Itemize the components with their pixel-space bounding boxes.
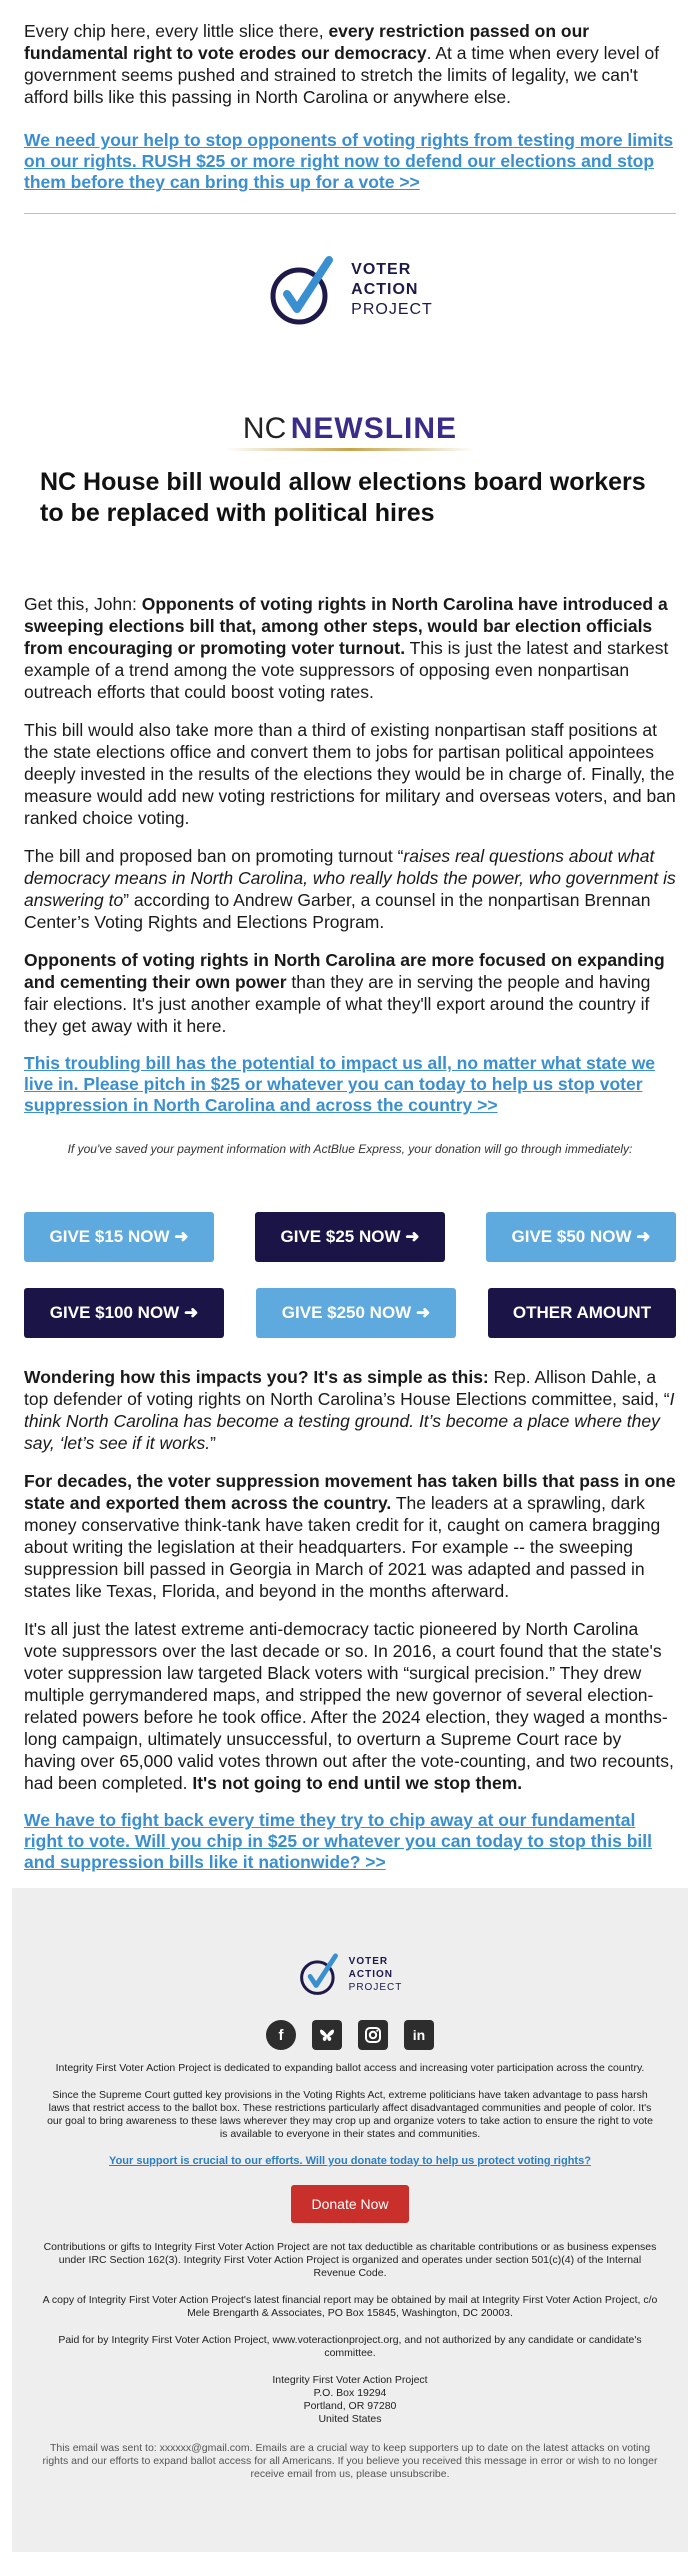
body2-p1-bold: Wondering how this impacts you? It's as simple as this: — [24, 1367, 489, 1387]
intro-text-a: Every chip here, every little slice there, — [24, 21, 329, 41]
footer-address — [12, 2374, 688, 2426]
body-p3-quote: raises real questions about what democracy means in North Carolina, who really holds the power, who government is answering to — [24, 846, 676, 910]
divider — [24, 213, 676, 214]
body2-paragraph-3 — [24, 1618, 676, 1794]
body-p3-c: ” according to Andrew Garber, a counsel in the nonpartisan Brennan Center’s Voting Rights and Elections Program. — [24, 890, 651, 932]
give-25-button[interactable]: GIVE $25 NOW ➜ — [255, 1212, 445, 1262]
newsline-underline — [225, 448, 475, 451]
newsline-prefix: NC — [242, 412, 287, 445]
intro-donate-link[interactable]: We need your help to stop opponents of voting rights from testing more limits on our rights. RUSH $25 or more right now to defend our elections and stop them before they can bring this up for a vote >> — [24, 130, 674, 192]
give-100-button[interactable]: GIVE $100 NOW ➜ — [24, 1288, 224, 1338]
give-250-button[interactable]: GIVE $250 NOW ➜ — [256, 1288, 456, 1338]
body2-p2-b: The leaders at a sprawling, dark money conservative think-tank have taken credit for it, caught on camera bragging about writing the legislation at their headquarters. For example -- the sweeping suppression bill passed in Georgia in March of 2021 was adapted and passed in states like Texas, Florida, and beyond in the months afterward. — [24, 1493, 661, 1601]
body-p1-a: Get this, John: — [24, 594, 142, 614]
actblue-note: If you've saved your payment information with ActBlue Express, your donation will go through immediately: — [67, 1142, 633, 1156]
body2-p3-a: It's all just the latest extreme anti-democracy tactic pioneered by North Carolina vote suppressors over the last decade or so. In 2016, a court found that the state's voter suppression law targeted Black voters with “surgical precision.” They drew multiple gerrymandered maps, and stripped the new governor of several election-related powers before he took office. After the 2024 election, they waged a months-long campaign, ultimately unsuccessful, to overturn a Supreme Court race by having over 65,000 valid votes thrown out after the vote-counting, and two recounts, had been completed. — [24, 1619, 674, 1793]
body-paragraph-3 — [24, 845, 676, 933]
footer-logo — [12, 1952, 688, 1996]
donation-buttons-row-1 — [0, 1212, 700, 1262]
body2-p3-bold: It's not going to end until we stop them. — [192, 1773, 523, 1793]
body2-p1-quote: I think North Carolina has become a testing ground. It’s become a place where they say, ‘let’s see if it works. — [24, 1389, 675, 1453]
nc-newsline-logo — [0, 412, 700, 451]
body2-donate-link[interactable]: We have to fight back every time they try to chip away at our fundamental right to vote. Will you chip in $25 or whatever you can today to stop this bill and suppression bills like it nationwide? >> — [24, 1810, 652, 1872]
instagram-icon[interactable] — [358, 2020, 388, 2050]
body2-p1-b: Rep. Allison Dahle, a top defender of voting rights on North Carolina’s House Elections committee, said, “ — [24, 1367, 670, 1409]
intro-paragraph — [24, 20, 676, 108]
footer — [12, 1888, 688, 2552]
body-paragraph-4 — [24, 949, 676, 1037]
footer-paid-for: Paid for by Integrity First Voter Action Project, www.voteractionproject.org, and not authorized by any candidate or candidate's committee. — [58, 2334, 642, 2359]
body-p4-bold: Opponents of voting rights in North Carolina are more focused on expanding and cementing their own power — [24, 950, 665, 992]
body2-paragraph-2 — [24, 1470, 676, 1602]
logo-line-3: PROJECT — [351, 301, 433, 318]
newsline-name: NEWSLINE — [290, 412, 458, 445]
donate-now-button[interactable]: Donate Now — [291, 2185, 409, 2223]
address-line-1: Integrity First Voter Action Project — [272, 2374, 428, 2386]
footer-financial-report: A copy of Integrity First Voter Action Project's latest financial report may be obtained by mail at Integrity First Voter Action Project, c/o Mele Brengarth & Associates, PO Box 15845, Washington, DC 20003. — [42, 2294, 658, 2319]
article-headline: NC House bill would allow elections board workers to be replaced with political hires — [40, 468, 646, 527]
footer-description: Since the Supreme Court gutted key provisions in the Voting Rights Act, extreme politicians have taken advantage to pass harsh laws that restrict access to the ballot box. These restrictions particularly affect disadvantaged communities and people of color. It's our goal to bring awareness to these laws wherever they may crop up and organize voters to take action to ensure the right to vote is available to everyone in their states and communities. — [47, 2089, 653, 2140]
bluesky-icon[interactable] — [312, 2020, 342, 2050]
address-line-2: P.O. Box 19294 — [313, 2387, 387, 2399]
address-line-4: United States — [318, 2413, 382, 2425]
give-15-button[interactable]: GIVE $15 NOW ➜ — [24, 1212, 214, 1262]
social-links — [12, 2020, 688, 2050]
other-amount-button[interactable]: OTHER AMOUNT — [488, 1288, 676, 1338]
intro-text-bold: every restriction passed on our fundamental right to vote erodes our democracy — [24, 21, 590, 63]
body-p4-b: than they are in serving the people and having fair elections. It's just another example of what they'll export around the country if they get away with it here. — [24, 972, 651, 1036]
checkmark-logo-icon — [267, 254, 343, 326]
give-50-button[interactable]: GIVE $50 NOW ➜ — [486, 1212, 676, 1262]
footer-unsubscribe-note: This email was sent to: xxxxxx@gmail.com. Emails are a crucial way to keep supporters up to date on the latest attacks on voting rights and our efforts to expand ballot access for all Americans. If you believe you received this message in error or wish to no longer receive email from us, please unsubscribe. — [42, 2442, 658, 2480]
body2-p2-bold: For decades, the voter suppression movement has taken bills that pass in one state and exported them across the country. — [24, 1471, 676, 1513]
body-p1-bold: Opponents of voting rights in North Carolina have introduced a sweeping elections bill that, among other steps, would bar election officials from encouraging or promoting voter turnout. — [24, 594, 668, 658]
logo-line-2: ACTION — [351, 281, 419, 298]
body-donate-link[interactable]: This troubling bill has the potential to impact us all, no matter what state we live in. Please pitch in $25 or whatever you can today to help us stop voter suppression in North Carolina and across the country >> — [24, 1053, 656, 1115]
footer-logo-line-1: VOTER — [348, 1955, 389, 1967]
footer-tax-disclaimer: Contributions or gifts to Integrity First Voter Action Project are not tax deductible as charitable contributions or as business expenses under IRC Section 162(3). Integrity First Voter Action Project is organized and operates under section 501(c)(4) of the Internal Revenue Code. — [43, 2241, 657, 2279]
facebook-icon[interactable]: f — [266, 2020, 296, 2050]
linkedin-icon[interactable]: in — [404, 2020, 434, 2050]
body2-p1-d: ” — [210, 1433, 216, 1453]
logo-line-1: VOTER — [351, 261, 412, 278]
footer-logo-line-3: PROJECT — [348, 1981, 403, 1993]
voter-action-project-logo — [0, 254, 700, 326]
footer-checkmark-logo-icon — [298, 1952, 344, 1996]
body-p3-a: The bill and proposed ban on promoting turnout “ — [24, 846, 404, 866]
footer-logo-line-2: ACTION — [348, 1968, 393, 1980]
body2-paragraph-1 — [24, 1366, 676, 1454]
donation-buttons-row-2 — [0, 1288, 700, 1338]
body-paragraph-2: This bill would also take more than a third of existing nonpartisan staff positions at the state elections office and convert them to jobs for partisan political appointees deeply invested in the results of the elections they would be in charge of. Finally, the measure would add new voting restrictions for military and overseas voters, and ban ranked choice voting. — [24, 720, 676, 828]
body-paragraph-1 — [24, 593, 676, 703]
footer-support-link[interactable]: Your support is crucial to our efforts. Will you donate today to help us protect voting rights? — [109, 2155, 591, 2167]
address-line-3: Portland, OR 97280 — [303, 2400, 397, 2412]
footer-mission: Integrity First Voter Action Project is dedicated to expanding ballot access and increasing voter participation across the country. — [55, 2062, 645, 2074]
intro-text-c: . At a time when every level of government seems pushed and strained to stretch the limits of legality, we can't afford bills like this passing in North Carolina or anywhere else. — [24, 43, 660, 107]
body-p1-c: This is just the latest and starkest example of a trend among the vote suppressors of opposing even nonpartisan outreach efforts that could boost voting rates. — [24, 638, 669, 702]
